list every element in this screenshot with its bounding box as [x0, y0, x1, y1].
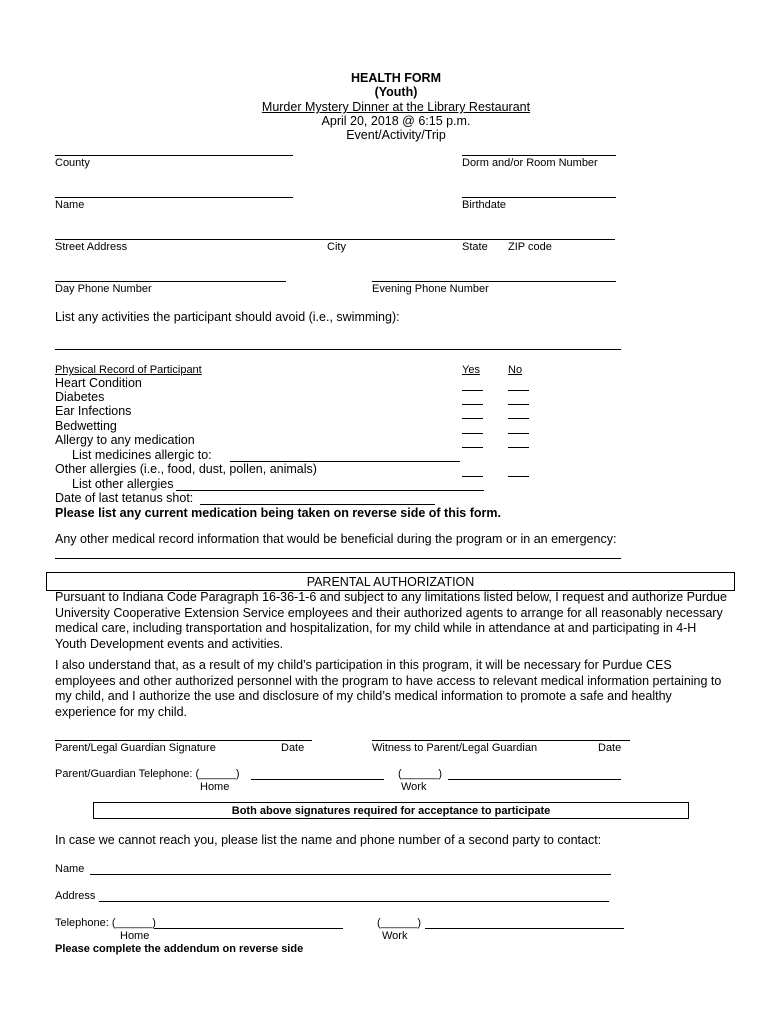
- county-label: County: [55, 157, 90, 169]
- allergy-med-yes-blank[interactable]: [462, 447, 483, 448]
- other-medical-line[interactable]: [55, 558, 621, 559]
- work-area-code: (______): [398, 768, 443, 780]
- county-line[interactable]: [55, 155, 293, 156]
- heart-condition-label: Heart Condition: [55, 376, 142, 390]
- witness-label: Witness to Parent/Legal Guardian: [372, 742, 538, 754]
- allergy-med-no-blank[interactable]: [508, 447, 529, 448]
- physical-heading: Physical Record of Participant: [55, 364, 202, 376]
- dorm-room-label: Dorm and/or Room Number: [462, 157, 598, 169]
- parent-work-phone-line[interactable]: [448, 779, 621, 780]
- second-party-home-label: Home: [120, 930, 150, 942]
- authorization-paragraph-2: I also understand that, as a result of my child’s participation in this program, it will be necessary for Purdue CES employees and other authorized personnel with the program to have access to relevant medical information pertaining to my child, and I authorize the use and disclosure of my child’s medical information to promote a safe and healthy experience for my child.: [55, 658, 722, 719]
- addendum-note: Please complete the addendum on reverse side: [55, 943, 304, 955]
- medication-note: Please list any current medication being taken on reverse side of this form.: [55, 506, 501, 520]
- birthdate-line[interactable]: [462, 197, 616, 198]
- allergy-medication-label: Allergy to any medication: [55, 433, 195, 447]
- zip-label: ZIP code: [508, 241, 552, 253]
- diabetes-yes-blank[interactable]: [462, 404, 483, 405]
- heart-yes-blank[interactable]: [462, 390, 483, 391]
- second-party-address-line[interactable]: [99, 901, 609, 902]
- other-medical-prompt: Any other medical record information that would be beneficial during the program or in an emergency:: [55, 532, 617, 546]
- list-other-allergies-line[interactable]: [176, 490, 484, 491]
- yes-header: Yes: [462, 364, 480, 376]
- activities-line[interactable]: [55, 349, 621, 350]
- second-party-telephone-label: Telephone: (______): [55, 917, 156, 929]
- ear-infections-label: Ear Infections: [55, 404, 132, 418]
- parent-work-label: Work: [401, 781, 427, 793]
- authorization-paragraph-1: Pursuant to Indiana Code Paragraph 16-36-1-6 and subject to any limitations listed below, I request and authorize Purdue University Cooperative Extension Service employees and their authorized agents to arrange for all reasonably necessary medical care, including transportation and hospitalization, for my child while in attendance at and participating in 4-H Youth Development events and activities.: [55, 590, 727, 651]
- evening-phone-label: Evening Phone Number: [372, 283, 489, 295]
- second-party-work-area-code: (______): [377, 917, 422, 929]
- state-label: State: [462, 241, 488, 253]
- event-name: Murder Mystery Dinner at the Library Restaurant: [261, 100, 531, 114]
- form-title: HEALTH FORM: [350, 71, 442, 85]
- tetanus-label: Date of last tetanus shot:: [55, 491, 194, 505]
- parent-date-label: Date: [281, 742, 305, 754]
- day-phone-line[interactable]: [55, 281, 286, 282]
- activities-prompt: List any activities the participant should avoid (i.e., swimming):: [55, 310, 400, 324]
- diabetes-no-blank[interactable]: [508, 404, 529, 405]
- event-type: Event/Activity/Trip: [346, 128, 446, 142]
- name-label: Name: [55, 199, 85, 211]
- city-label: City: [327, 241, 346, 253]
- second-party-prompt: In case we cannot reach you, please list the name and phone number of a second party to contact:: [55, 833, 602, 847]
- other-allergies-yes-blank[interactable]: [462, 476, 483, 477]
- parent-home-phone-line[interactable]: [251, 779, 384, 780]
- authorization-heading: PARENTAL AUTHORIZATION: [46, 572, 735, 591]
- evening-phone-line[interactable]: [372, 281, 616, 282]
- birthdate-label: Birthdate: [462, 199, 507, 211]
- ear-no-blank[interactable]: [508, 418, 529, 419]
- second-party-home-phone-line[interactable]: [154, 928, 343, 929]
- list-medicines-label: List medicines allergic to:: [72, 448, 212, 462]
- dorm-room-line[interactable]: [462, 155, 616, 156]
- address-line[interactable]: [55, 239, 615, 240]
- form-subtitle: (Youth): [374, 85, 418, 99]
- second-party-work-label: Work: [382, 930, 408, 942]
- second-party-work-phone-line[interactable]: [425, 928, 624, 929]
- parent-signature-label: Parent/Legal Guardian Signature: [55, 742, 216, 754]
- list-other-allergies-label: List other allergies: [72, 477, 174, 491]
- no-header: No: [508, 364, 523, 376]
- ear-yes-blank[interactable]: [462, 418, 483, 419]
- parent-home-label: Home: [200, 781, 230, 793]
- bedwetting-yes-blank[interactable]: [462, 433, 483, 434]
- name-line[interactable]: [55, 197, 293, 198]
- signatures-required-note: Both above signatures required for acceptance to participate: [93, 802, 689, 819]
- second-party-address-label: Address: [55, 890, 96, 902]
- heart-no-blank[interactable]: [508, 390, 529, 391]
- bedwetting-no-blank[interactable]: [508, 433, 529, 434]
- witness-date-label: Date: [598, 742, 622, 754]
- witness-signature-line[interactable]: [372, 740, 630, 741]
- diabetes-label: Diabetes: [55, 390, 105, 404]
- second-party-name-line[interactable]: [90, 874, 611, 875]
- parent-signature-line[interactable]: [55, 740, 312, 741]
- street-address-label: Street Address: [55, 241, 128, 253]
- other-allergies-no-blank[interactable]: [508, 476, 529, 477]
- day-phone-label: Day Phone Number: [55, 283, 152, 295]
- event-date: April 20, 2018 @ 6:15 p.m.: [321, 114, 471, 128]
- tetanus-line[interactable]: [200, 504, 435, 505]
- second-party-name-label: Name: [55, 863, 85, 875]
- parent-telephone-label: Parent/Guardian Telephone: (______): [55, 768, 240, 780]
- other-allergies-label: Other allergies (i.e., food, dust, pollen, animals): [55, 462, 317, 476]
- bedwetting-label: Bedwetting: [55, 419, 117, 433]
